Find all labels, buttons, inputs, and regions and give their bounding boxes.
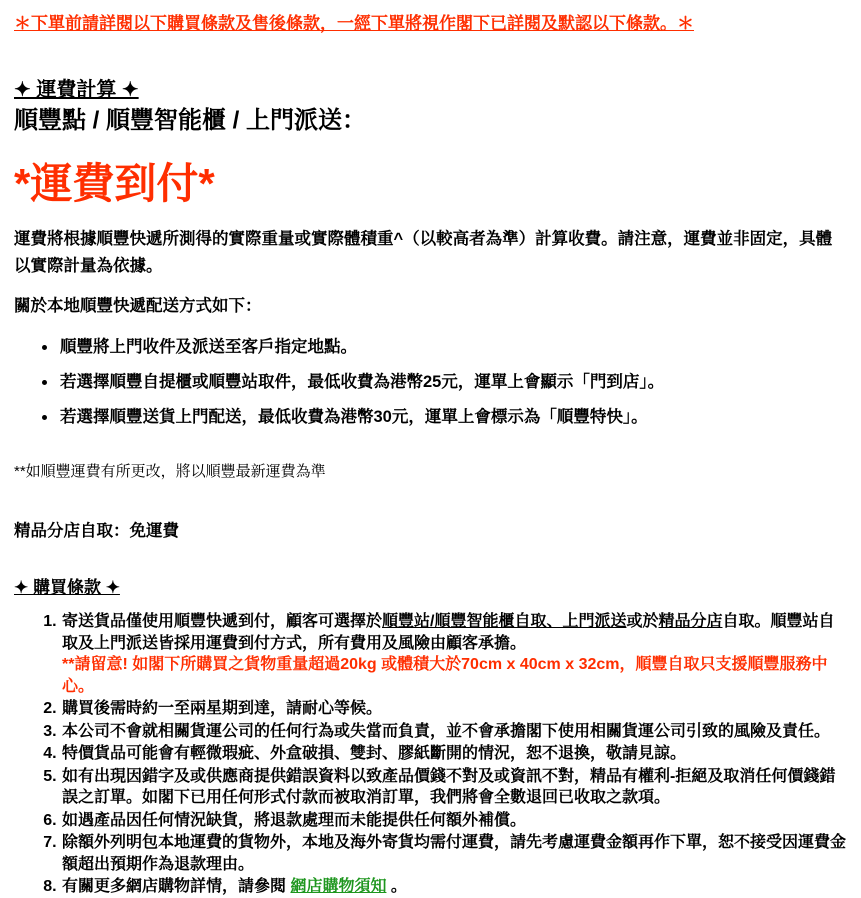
terms-item xyxy=(61,698,847,720)
pre-order-notice: ＊下單前請詳閱以下購買條款及售後條款，一經下單將視作閣下已詳閱及默認以下條款。＊ xyxy=(14,14,694,33)
terms-list xyxy=(14,611,847,898)
online-store-notice-link[interactable]: 網店購物須知 xyxy=(290,878,387,896)
terms-text: 特價貨品可能會有輕微瑕疵、外盒破損、雙封、膠紙斷開的情況，恕不退換，敬請見諒。 xyxy=(62,745,687,763)
terms-text: 有關更多網店購物詳情，請參閱 xyxy=(62,878,291,896)
terms-text: 。 xyxy=(386,878,407,896)
shipping-bullet-list xyxy=(14,334,847,431)
underlined-term: 順豐站/順豐智能櫃自取、上門派送 xyxy=(382,613,627,631)
terms-text: 購買後需時約一至兩星期到達，請耐心等候。 xyxy=(62,700,383,718)
terms-text: 如遇產品因任何情況缺貨，將退款處理而未能提供任何額外補償。 xyxy=(62,811,527,829)
terms-item xyxy=(61,611,847,697)
shipping-bullet: • 順豐將上門收件及派送至客戶指定地點。 xyxy=(58,334,847,361)
purchase-terms-heading: ✦ 購買條款 ✦ xyxy=(14,577,120,597)
terms-text: 或於 xyxy=(626,613,659,631)
terms-text: 如有出現因錯字及或供應商提供錯誤資料以致產品價錢不對及或資訊不對，精品有權利-拒絕及取消任何價錢錯誤之訂單。如閣下已用任何形式付款而被取消訂單，我們將會全數退回已收取之款項。 xyxy=(62,767,836,807)
shipping-fee-heading: ✦ 運費計算 ✦ xyxy=(14,78,139,101)
terms-item xyxy=(61,766,847,809)
shipping-bullet: • 若選擇順豐送貨上門配送，最低收費為港幣30元，運單上會標示為「順豐特快」。 xyxy=(58,404,847,431)
terms-item xyxy=(61,721,847,743)
terms-text: 除額外列明包本地運費的貨物外，本地及海外寄貨均需付運費，請先考慮運費金額再作下單，恕不接受因運費金額超出預期作為退款理由。 xyxy=(62,834,847,873)
shipping-bullet: • 若選擇順豐自提櫃或順豐站取件，最低收費為港幣25元，運單上會顯示「門到店」。 xyxy=(58,369,847,396)
fee-change-note: **如順豐運費有所更改，將以順豐最新運費為準 xyxy=(14,463,326,481)
terms-text: 自取。順豐站自取及上門派送皆採用運費到付方式，所有費用及風險由顧客承擔。 xyxy=(62,613,835,652)
shipping-fee-description: 運費將根據順豐快遞所測得的實際重量或實際體積重^（以較高者為準）計算收費。請注意，運費並非固定，具體以實際計量為依據。 xyxy=(14,230,833,276)
terms-item xyxy=(61,876,847,898)
terms-text: **請留意! 如閣下所購買之貨物重量超過20kg 或體積大於70cm x 40cm x 32cm，順豐自取只支援順豐服務中心。 xyxy=(62,656,828,695)
shipping-methods-subheading: 順豐點 / 順豐智能櫃 / 上門派送： xyxy=(14,106,367,134)
store-pickup-free-shipping: 精品分店自取：免運費 xyxy=(14,521,179,540)
terms-item xyxy=(61,743,847,765)
terms-item xyxy=(61,810,847,832)
underlined-term: 精品分店 xyxy=(658,613,723,631)
terms-item xyxy=(61,832,847,875)
delivery-methods-lead-in: 關於本地順豐快遞配送方式如下： xyxy=(14,297,262,316)
terms-text: 本公司不會就相關貨運公司的任何行為或失當而負責，並不會承擔閣下使用相關貨運公司引致的風險及責任。 xyxy=(62,722,831,740)
terms-text: 寄送貨品僅使用順豐快遞到付，顧客可選擇於 xyxy=(62,613,383,631)
freight-collect-highlight: *運費到付* xyxy=(14,160,215,208)
